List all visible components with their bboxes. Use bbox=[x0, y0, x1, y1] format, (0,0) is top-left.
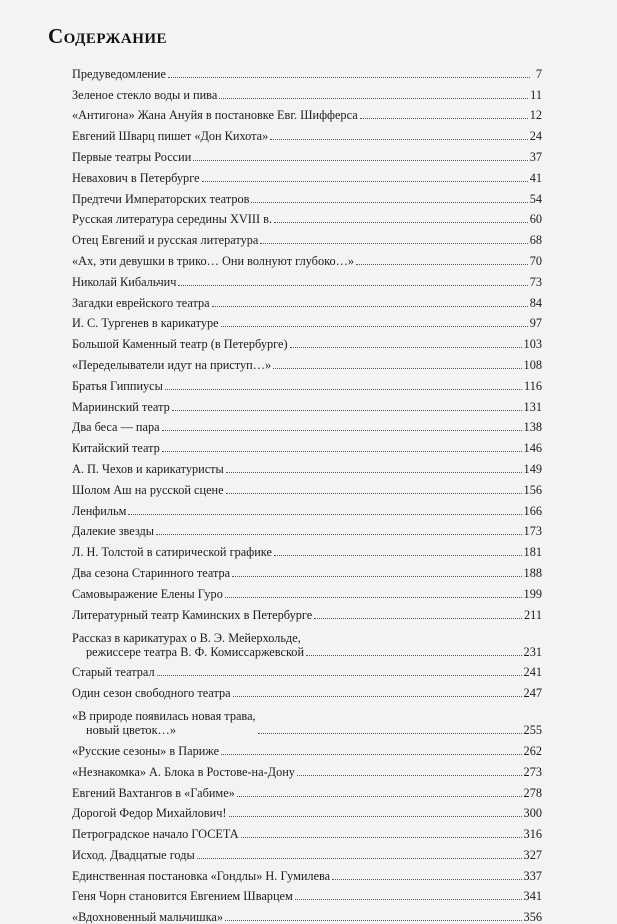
toc-entry-title bbox=[72, 806, 227, 820]
toc-entry-title bbox=[72, 483, 224, 497]
dot-leader bbox=[162, 451, 522, 452]
toc-entry-page-number: 241 bbox=[523, 665, 542, 680]
toc-entry bbox=[72, 758, 542, 779]
dot-leader bbox=[219, 98, 528, 99]
dot-leader bbox=[290, 347, 522, 348]
toc-entry-title bbox=[72, 337, 288, 351]
dot-leader bbox=[241, 837, 522, 838]
dot-leader bbox=[332, 879, 521, 880]
toc-entry-page-number: 173 bbox=[523, 524, 542, 539]
toc-entry bbox=[72, 393, 542, 414]
dot-leader bbox=[274, 222, 528, 223]
dot-leader bbox=[260, 243, 527, 244]
dot-leader bbox=[212, 306, 528, 307]
toc-entry bbox=[72, 414, 542, 435]
toc-entry-title bbox=[72, 275, 176, 289]
toc-entry-page-number: 24 bbox=[529, 129, 542, 144]
dot-leader bbox=[128, 514, 521, 515]
toc-entry bbox=[72, 700, 542, 737]
toc-entry-title-line: А. П. Чехов и карикатуристы bbox=[72, 461, 224, 476]
toc-entry bbox=[72, 497, 542, 518]
toc-entry-title-line: Русская литература середины XVIII в. bbox=[72, 212, 273, 227]
toc-entry bbox=[72, 226, 542, 247]
toc-entry-title bbox=[72, 400, 170, 414]
toc-entry-page-number: 316 bbox=[523, 827, 542, 842]
toc-entry-page-number: 131 bbox=[523, 399, 542, 414]
toc-entry-page-number: 70 bbox=[529, 253, 542, 268]
toc-entry-title-line: режиссере театра В. Ф. Комиссаржевской bbox=[86, 644, 305, 659]
toc-entry bbox=[72, 455, 542, 476]
toc-entry-title-line: Единственная постановка «Гондлы» Н. Гумилева bbox=[72, 868, 331, 883]
toc-entry-title bbox=[72, 744, 219, 758]
toc-entry-title bbox=[72, 827, 239, 841]
dot-leader bbox=[221, 326, 528, 327]
dot-leader bbox=[297, 775, 522, 776]
toc-entry-page-number: 211 bbox=[524, 607, 542, 622]
toc-entry-title bbox=[72, 889, 293, 903]
toc-entry-page-number: 156 bbox=[523, 482, 542, 497]
toc-entry bbox=[72, 622, 542, 659]
toc-entry-title bbox=[72, 462, 224, 476]
toc-entry-title bbox=[72, 504, 126, 518]
toc-entry-title-line: Старый театрал bbox=[72, 665, 155, 680]
toc-entry-title bbox=[72, 212, 272, 226]
toc-entry-title-line: Предтечи Императорских театров bbox=[72, 191, 250, 206]
toc-entry-title bbox=[72, 67, 166, 81]
toc-entry bbox=[72, 800, 542, 821]
toc-entry-title bbox=[72, 254, 354, 268]
toc-entry-page-number: 37 bbox=[529, 149, 542, 164]
toc-entry-title-line: Невахович в Петербурге bbox=[72, 170, 200, 185]
toc-entry-title-line: «Ах, эти девушки в трико… Они волнуют глубоко…» bbox=[72, 253, 355, 268]
toc-entry-page-number: 108 bbox=[523, 357, 542, 372]
dot-leader bbox=[356, 264, 528, 265]
dot-leader bbox=[225, 597, 522, 598]
toc-entry-title-line: Евгений Вахтангов в «Габиме» bbox=[72, 785, 235, 800]
toc-entry-title bbox=[72, 910, 223, 924]
dot-leader bbox=[237, 796, 522, 797]
toc-entry bbox=[72, 903, 542, 924]
toc-entry-title-line: «Антигона» Жана Ануйя в постановке Евг. Шифферса bbox=[72, 108, 358, 123]
toc-entry bbox=[72, 538, 542, 559]
toc-entry-page-number: 337 bbox=[523, 868, 542, 883]
toc-entry bbox=[72, 330, 542, 351]
toc-entry-page-number: 300 bbox=[523, 806, 542, 821]
toc-entry bbox=[72, 737, 542, 758]
dot-leader bbox=[360, 118, 528, 119]
toc-entry-title-line: Большой Каменный театр (в Петербурге) bbox=[72, 337, 288, 352]
toc-entry bbox=[72, 247, 542, 268]
toc-entry-title-line: Исход. Двадцатые годы bbox=[72, 847, 195, 862]
toc-entry-page-number: 247 bbox=[523, 686, 542, 701]
toc-entry-title-line: Два сезона Старинного театра bbox=[72, 565, 231, 580]
toc-entry-title bbox=[72, 608, 312, 622]
toc-entry-title-line: «Русские сезоны» в Париже bbox=[72, 743, 220, 758]
toc-entry-page-number: 149 bbox=[523, 461, 542, 476]
toc-entry-page-number: 341 bbox=[523, 889, 542, 904]
dot-leader bbox=[156, 534, 522, 535]
toc-entry-page-number: 84 bbox=[529, 295, 542, 310]
toc-entry-title-line: Ленфильм bbox=[72, 503, 127, 518]
toc-entry bbox=[72, 351, 542, 372]
table-of-contents bbox=[72, 60, 542, 924]
dot-leader bbox=[193, 160, 527, 161]
toc-entry bbox=[72, 372, 542, 393]
toc-entry-title-line: Китайский театр bbox=[72, 441, 160, 456]
dot-leader bbox=[229, 816, 522, 817]
toc-entry-page-number: 12 bbox=[529, 108, 542, 123]
toc-entry bbox=[72, 779, 542, 800]
toc-entry-title-line: новый цветок…» bbox=[86, 723, 177, 738]
toc-entry-title bbox=[72, 765, 295, 779]
toc-entry bbox=[72, 102, 542, 123]
toc-entry-page-number: 356 bbox=[523, 910, 542, 924]
dot-leader bbox=[197, 858, 522, 859]
toc-entry-title-line: Шолом Аш на русской сцене bbox=[72, 482, 224, 497]
toc-entry bbox=[72, 60, 542, 81]
toc-entry-title-line: Братья Гиппиусы bbox=[72, 378, 163, 393]
toc-entry-title bbox=[72, 358, 271, 372]
toc-entry-title bbox=[72, 441, 160, 455]
toc-entry-page-number: 138 bbox=[523, 420, 542, 435]
toc-entry-page-number: 54 bbox=[529, 191, 542, 206]
toc-entry-title-line: «Переделыватели идут на приступ…» bbox=[72, 357, 272, 372]
toc-entry-title-line: Загадки еврейского театра bbox=[72, 295, 210, 310]
toc-entry-title bbox=[72, 848, 195, 862]
toc-entry-title bbox=[72, 316, 219, 330]
toc-entry-page-number: 181 bbox=[523, 545, 542, 560]
toc-entry-title-line: Самовыражение Елены Гуро bbox=[72, 586, 223, 601]
toc-entry bbox=[72, 580, 542, 601]
toc-entry-title bbox=[72, 150, 191, 164]
toc-entry bbox=[72, 164, 542, 185]
toc-entry-title bbox=[72, 686, 231, 700]
toc-entry bbox=[72, 841, 542, 862]
toc-entry-title bbox=[72, 587, 223, 601]
toc-entry-page-number: 188 bbox=[523, 565, 542, 580]
toc-entry-title bbox=[72, 88, 217, 102]
dot-leader bbox=[251, 202, 527, 203]
toc-entry-title-line: Геня Чорн становится Евгением Шварцем bbox=[72, 889, 293, 904]
toc-entry-title bbox=[72, 379, 163, 393]
dot-leader bbox=[225, 920, 522, 921]
toc-entry-page-number: 11 bbox=[530, 87, 542, 102]
toc-entry bbox=[72, 559, 542, 580]
toc-entry-title-line: Первые театры России bbox=[72, 149, 192, 164]
toc-entry bbox=[72, 476, 542, 497]
toc-entry-title bbox=[72, 524, 154, 538]
toc-entry-page-number: 327 bbox=[523, 847, 542, 862]
toc-entry-title bbox=[72, 171, 200, 185]
toc-entry-page-number: 60 bbox=[529, 212, 542, 227]
dot-leader bbox=[168, 77, 530, 78]
dot-leader bbox=[178, 285, 527, 286]
toc-entry-title-line: Отец Евгений и русская литература bbox=[72, 233, 259, 248]
toc-entry-page-number: 41 bbox=[529, 170, 542, 185]
toc-entry-title-line: Зеленое стекло воды и пива bbox=[72, 87, 218, 102]
dot-leader bbox=[157, 675, 522, 676]
toc-entry bbox=[72, 206, 542, 227]
toc-entry-title bbox=[72, 786, 235, 800]
toc-entry bbox=[72, 143, 542, 164]
toc-entry bbox=[72, 679, 542, 700]
toc-entry-title bbox=[72, 129, 268, 143]
toc-entry-page-number: 273 bbox=[523, 764, 542, 779]
toc-entry-title-line: И. С. Тургенев в карикатуре bbox=[72, 316, 219, 331]
toc-entry bbox=[72, 289, 542, 310]
toc-entry-title-line: Рассказ в карикатурах о В. Э. Мейерхольде, bbox=[72, 630, 301, 645]
toc-entry-page-number: 262 bbox=[523, 743, 542, 758]
toc-entry-title-line: «Вдохновенный мальчишка» bbox=[72, 910, 223, 924]
toc-entry-page-number: 7 bbox=[535, 66, 542, 81]
toc-entry-page-number: 199 bbox=[523, 586, 542, 601]
dot-leader bbox=[226, 472, 522, 473]
toc-entry-title bbox=[72, 420, 160, 434]
page-title: Содержание bbox=[48, 24, 168, 48]
toc-entry-title bbox=[72, 631, 304, 659]
dot-leader bbox=[274, 555, 522, 556]
dot-leader bbox=[273, 368, 521, 369]
toc-entry-title-line: Два беса — пара bbox=[72, 420, 160, 435]
dot-leader bbox=[270, 139, 527, 140]
toc-entry bbox=[72, 601, 542, 622]
toc-entry-page-number: 255 bbox=[523, 723, 542, 738]
toc-entry-title bbox=[72, 869, 330, 883]
dot-leader bbox=[202, 181, 528, 182]
toc-entry-title bbox=[72, 709, 256, 737]
dot-leader bbox=[226, 493, 522, 494]
toc-entry bbox=[72, 81, 542, 102]
dot-leader bbox=[314, 618, 522, 619]
toc-entry bbox=[72, 883, 542, 904]
toc-entry-title bbox=[72, 566, 230, 580]
toc-entry-title-line: Предуведомление bbox=[72, 66, 166, 81]
toc-entry-title-line: Мариинский театр bbox=[72, 399, 170, 414]
toc-entry-title-line: Евгений Шварц пишет «Дон Кихота» bbox=[72, 129, 269, 144]
dot-leader bbox=[162, 430, 522, 431]
toc-entry-page-number: 231 bbox=[523, 644, 542, 659]
toc-entry bbox=[72, 659, 542, 680]
toc-entry-title bbox=[72, 296, 210, 310]
toc-entry bbox=[72, 310, 542, 331]
toc-entry-title-line: Дорогой Федор Михайлович! bbox=[72, 806, 227, 821]
dot-leader bbox=[258, 733, 522, 734]
dot-leader bbox=[165, 389, 522, 390]
dot-leader bbox=[232, 576, 521, 577]
dot-leader bbox=[306, 655, 522, 656]
toc-entry bbox=[72, 268, 542, 289]
toc-entry-title-line: Петроградское начало ГОСЕТА bbox=[72, 827, 239, 842]
toc-entry-page-number: 166 bbox=[523, 503, 542, 518]
toc-entry-page-number: 146 bbox=[523, 441, 542, 456]
toc-entry-title-line: Один сезон свободного театра bbox=[72, 686, 231, 701]
toc-entry bbox=[72, 862, 542, 883]
toc-entry-page-number: 73 bbox=[529, 274, 542, 289]
toc-entry-page-number: 68 bbox=[529, 233, 542, 248]
toc-entry-page-number: 278 bbox=[523, 785, 542, 800]
toc-entry-title bbox=[72, 192, 249, 206]
dot-leader bbox=[233, 696, 522, 697]
toc-entry-title bbox=[72, 665, 155, 679]
dot-leader bbox=[221, 754, 521, 755]
toc-entry-page-number: 97 bbox=[529, 316, 542, 331]
toc-entry-title-line: «В природе появилась новая трава, bbox=[72, 709, 256, 724]
toc-entry bbox=[72, 122, 542, 143]
toc-entry-title-line: Далекие звезды bbox=[72, 524, 154, 539]
toc-entry-title bbox=[72, 233, 258, 247]
toc-entry-title-line: Николай Кибальчич bbox=[72, 274, 177, 289]
toc-entry bbox=[72, 434, 542, 455]
toc-entry-page-number: 103 bbox=[523, 337, 542, 352]
dot-leader bbox=[172, 410, 522, 411]
toc-entry-title bbox=[72, 108, 358, 122]
toc-entry bbox=[72, 518, 542, 539]
toc-entry-page-number: 116 bbox=[524, 378, 542, 393]
toc-entry bbox=[72, 185, 542, 206]
toc-entry-title-line: «Незнакомка» А. Блока в Ростове-на-Дону bbox=[72, 764, 295, 779]
toc-entry-title bbox=[72, 545, 272, 559]
toc-entry bbox=[72, 820, 542, 841]
toc-entry-title-line: Л. Н. Толстой в сатирической графике bbox=[72, 545, 272, 560]
toc-entry-title-line: Литературный театр Каминских в Петербурге bbox=[72, 607, 313, 622]
